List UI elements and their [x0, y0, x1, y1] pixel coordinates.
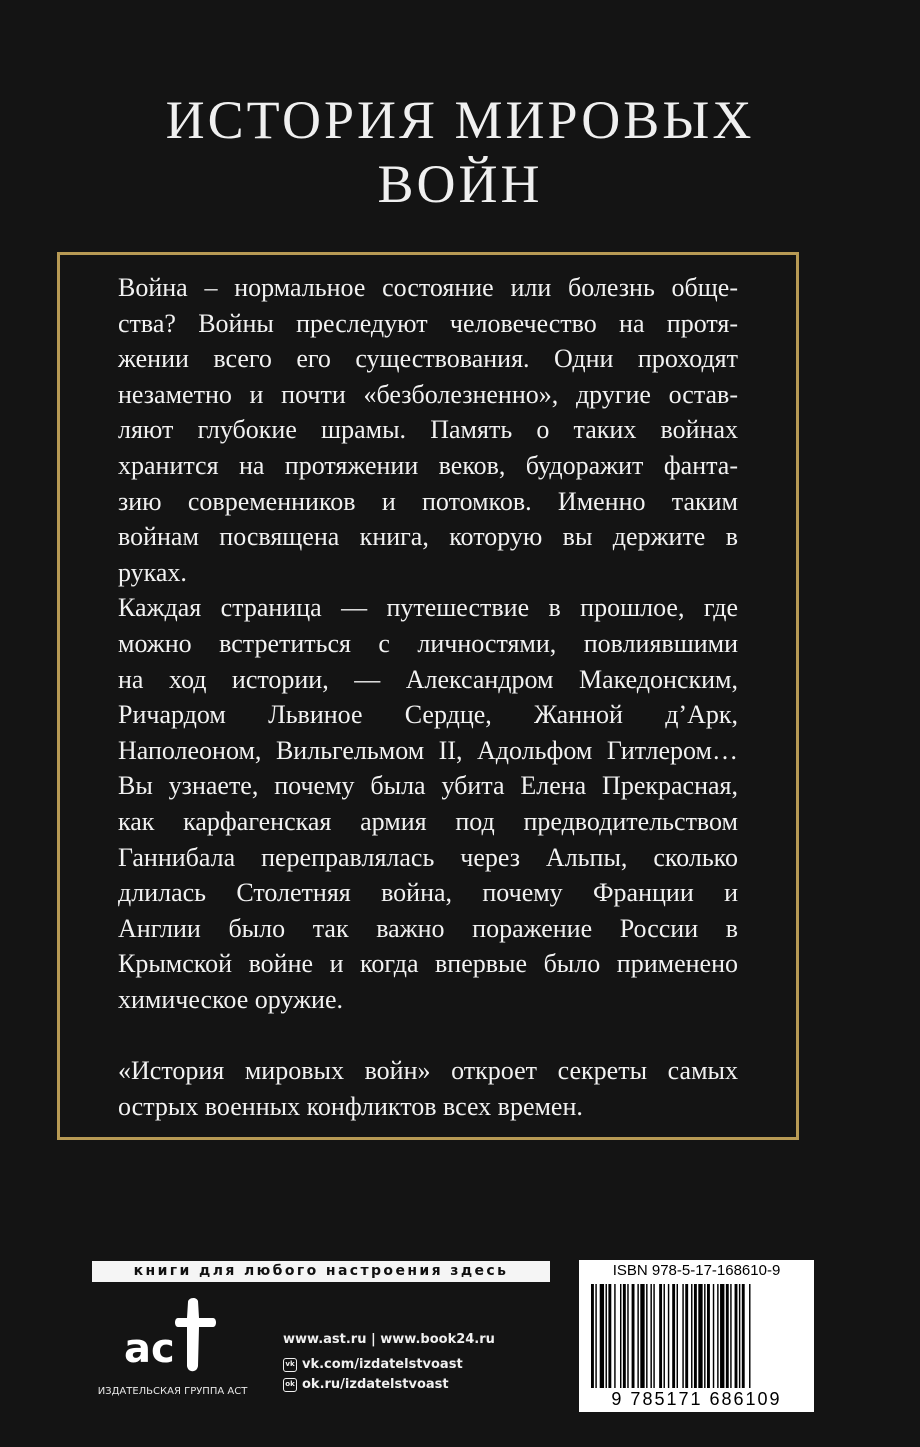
ok-icon: ok	[283, 1378, 297, 1392]
annotation-line: зию современников и потомков. Именно таким	[118, 486, 738, 516]
annotation-line: Наполеоном, Вильгельмом II, Адольфом Гитлером…	[118, 735, 738, 765]
annotation-line: ляют глубокие шрамы. Память о таких войнах	[118, 415, 738, 445]
annotation-line: можно встретиться с личностями, повлиявшими	[118, 628, 738, 658]
annotation-line: Каждая страница — путешествие в прошлое, где	[118, 593, 738, 623]
barcode	[579, 1260, 814, 1412]
ok-link[interactable]	[283, 1377, 495, 1392]
barcode-bars	[589, 1284, 804, 1390]
annotation-line: Крымской войне и когда впервые было применено	[118, 949, 738, 979]
annotation-line: Война – нормальное состояние или болезнь обще-	[118, 273, 738, 302]
title-line-1: ИСТОРИЯ МИРОВЫХ	[165, 90, 755, 150]
websites-link[interactable]: www.ast.ru | www.book24.ru	[283, 1332, 495, 1347]
logo-text: ac	[124, 1326, 175, 1372]
annotation-line: хранится на протяжении веков, будоражит фанта-	[118, 450, 738, 480]
annotation-text	[118, 270, 738, 1124]
annotation-line: Ганнибала переправлялась через Альпы, сколько	[118, 842, 738, 872]
annotation-line: войнам посвящена книга, которую вы держите в	[118, 522, 738, 552]
annotation-line: на ход истории, — Александром Македонским,	[118, 664, 738, 694]
annotation-line: руках.	[118, 557, 187, 587]
annotation-line: Вы узнаете, почему была убита Елена Прекрасная,	[118, 771, 738, 801]
barcode-digits: 9 785171 686109	[611, 1389, 782, 1409]
annotation-line: незаметно и почти «безболезненно», другие остав-	[118, 379, 738, 409]
annotation-line: как карфагенская армия под предводительством	[118, 806, 738, 836]
tagline-banner: книги для любого настроения здесь	[92, 1261, 550, 1282]
ok-link-text: ok.ru/izdatelstvoast	[302, 1377, 449, 1392]
annotation-line: Ричардом Львиное Сердце, Жанной д’Арк,	[118, 700, 738, 730]
annotation-line: острых военных конфликтов всех времен.	[118, 1091, 583, 1121]
annotation-line: жении всего его существования. Одни проходят	[118, 344, 738, 374]
annotation-line: химическое оружие.	[118, 984, 343, 1014]
annotation-line: «История мировых войн» откроет секреты самых	[118, 1056, 738, 1086]
vk-link[interactable]	[283, 1357, 495, 1372]
paragraph-gap	[118, 1017, 738, 1053]
publisher-name: ИЗДАТЕЛЬСКАЯ ГРУППА АСТ	[97, 1386, 248, 1397]
ast-logo	[118, 1296, 218, 1374]
book-title	[0, 88, 920, 216]
annotation-line: длилась Столетняя война, почему Франции и	[118, 878, 738, 908]
vk-icon: vk	[283, 1358, 297, 1372]
annotation-line: Англии было так важно поражение России в	[118, 913, 738, 943]
vk-link-text: vk.com/izdatelstvoast	[302, 1357, 463, 1372]
publisher-links	[283, 1332, 495, 1392]
isbn-text: ISBN 978-5-17-168610-9	[612, 1262, 781, 1279]
title-line-2: ВОЙН	[377, 154, 543, 214]
annotation-line: ства? Войны преследуют человечество на протя-	[118, 308, 738, 338]
